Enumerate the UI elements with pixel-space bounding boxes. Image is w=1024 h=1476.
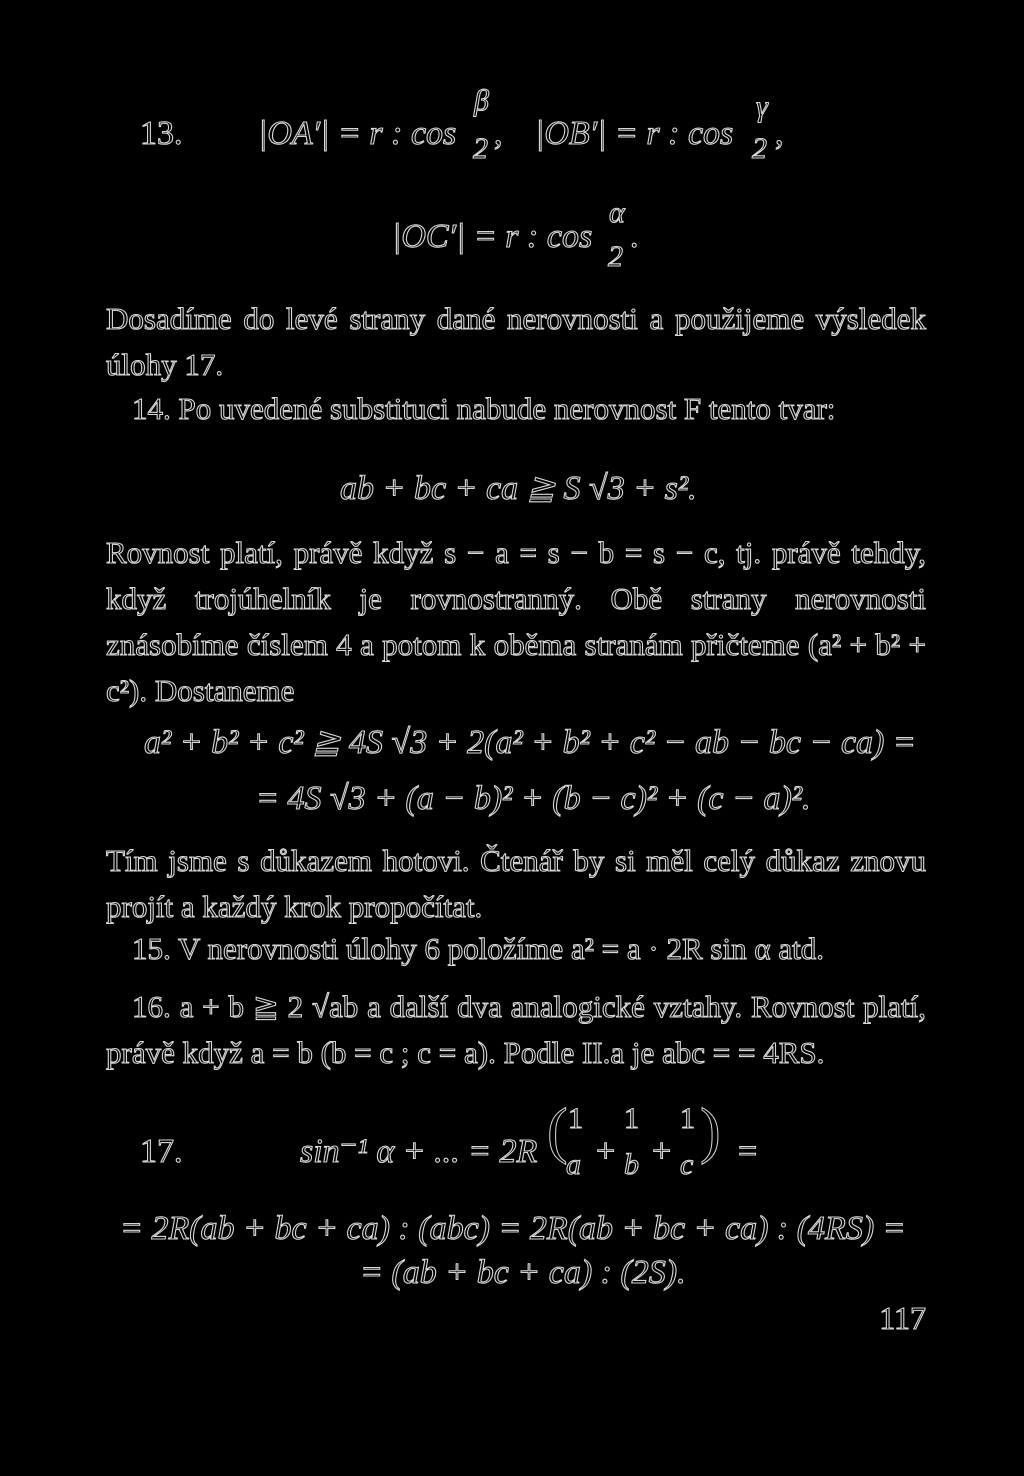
frac-gamma-num: γ [756, 90, 768, 123]
item-14-formula: ab + bc + ca ≧ S √3 + s². [340, 470, 697, 507]
item-17-formula3: = (ab + bc + ca) : (2S). [360, 1254, 686, 1291]
frac-2-num: 1 [624, 1102, 639, 1135]
item-16-text: 16. a + b ≧ 2 √ab a další dva analogické vztahy. Rovnost platí, právě když a = b (b = c ; c = a). Podle II.a je abc = = 4RS. [106, 989, 926, 1070]
item-14-text2: Rovnost platí, právě když s − a = s − b = s − c, tj. právě tehdy, když trojúhelník je rovnostranný. Obě strany nerovnosti znásobíme číslem 4 a potom k oběma stranám přičteme (a² + b² + c²). Dostaneme [106, 535, 926, 708]
frac-beta-den: 2 [473, 132, 488, 165]
formula-oa-sep: , [494, 115, 503, 152]
formula-oc: |OC′| = r : cos [392, 218, 593, 255]
item-13-number: 13. [140, 115, 183, 152]
frac-alpha-num: α [609, 196, 625, 229]
frac-3-num: 1 [680, 1102, 695, 1135]
frac-alpha-den: 2 [608, 240, 623, 273]
formula-ob-sep: , [775, 115, 784, 152]
frac-2-den: b [624, 1148, 639, 1181]
formula-oc-sep: . [630, 218, 639, 255]
formula-oa: |OA′| = r : cos [258, 115, 457, 152]
item-17-formula: sin⁻¹ α + ... = 2R [300, 1133, 538, 1170]
item-15-text: 15. V nerovnosti úlohy 6 položíme a² = a · 2R sin α atd. [132, 931, 824, 966]
item-14-text3: Tím jsme s důkazem hotovi. Čtenář by si měl celý důkaz znovu projít a každý krok propočítat. [106, 843, 926, 924]
frac-1-den: a [566, 1148, 581, 1181]
frac-gamma-den: 2 [752, 132, 767, 165]
paren-close: ) [700, 1097, 721, 1165]
item-13-text: Dosadíme do levé strany dané nerovnosti a použijeme výsledek úlohy 17. [106, 301, 926, 382]
item-14-text: 14. Po uvedené substituci nabude nerovnost F tento tvar: [132, 391, 836, 426]
plus-1: + [596, 1133, 616, 1170]
item-17-eq: = [738, 1133, 758, 1170]
frac-beta-num: β [474, 84, 489, 117]
frac-1-num: 1 [568, 1102, 583, 1135]
plus-2: + [652, 1133, 672, 1170]
item-17-formula2: = 2R(ab + bc + ca) : (abc) = 2R(ab + bc + ca) : (4RS) = [120, 1210, 906, 1247]
formula-ob: |OB′| = r : cos [535, 115, 734, 152]
frac-3-den: c [680, 1148, 694, 1181]
page-number: 117 [879, 1300, 926, 1336]
paren-open: ( [547, 1097, 568, 1165]
item-14-formula3: = 4S √3 + (a − b)² + (b − c)² + (c − a)². [256, 780, 811, 817]
item-14-formula2: a² + b² + c² ≧ 4S √3 + 2(a² + b² + c² − ab − bc − ca) = [144, 724, 916, 761]
item-17-number: 17. [140, 1133, 183, 1170]
